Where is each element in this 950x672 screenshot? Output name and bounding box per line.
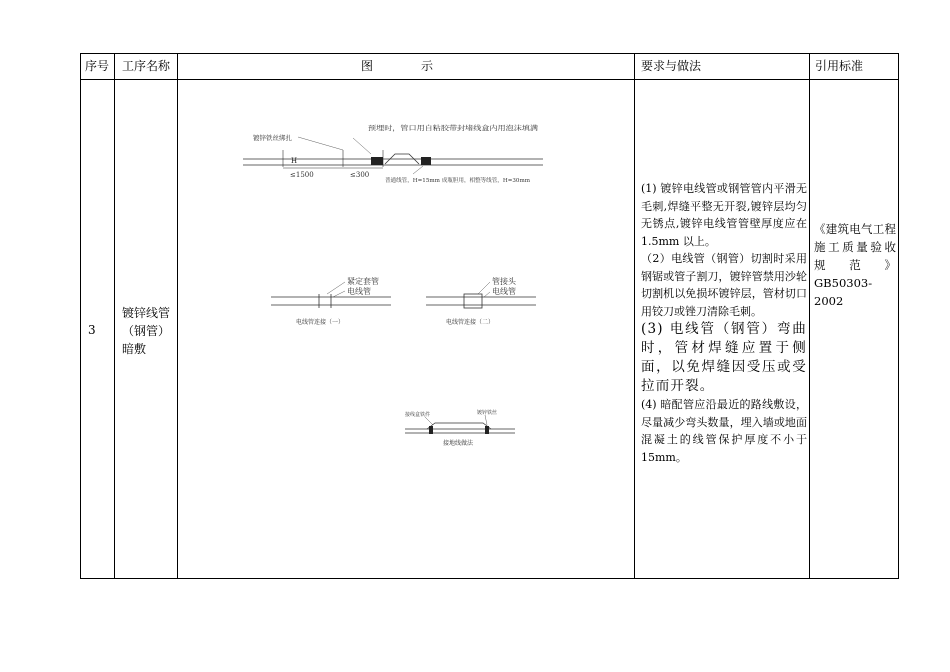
fig3-label1: 管接头 [492,277,516,286]
requirement-item-3: (3) 电线管（钢管）弯曲时，管材焊缝应置于侧面，以免焊缝因受压或受拉而开裂。 [641,321,807,394]
fig2-label2: 电线管 [347,287,371,296]
fig4-label-right: 镀锌铁丝 [477,410,498,416]
figure-embed-pipe [243,124,543,189]
requirement-item-4: (4) 暗配管应沿最近的路线敷设，尽量减少弯头数量，埋入墙或地面混凝土的线管保护厚度不小于 15mm。 [641,398,807,464]
h-mark: H [291,157,298,165]
header-divider [81,79,898,80]
requirements-text [641,180,807,466]
fig3-label2: 电线管 [492,287,516,296]
fig1-label-top: 预埋时，管口用自粘胶带封堵线盒内用泡沫填满 [368,124,505,132]
col-divider [177,54,178,578]
fig1-dim2: ≤300 [350,171,370,179]
header-figure: 图 示 [361,59,434,73]
col-divider [114,54,115,578]
col-divider [809,54,810,578]
col-divider [634,54,635,578]
requirement-item-2: （2）电线管（钢管）切割时采用钢锯或管子割刀，镀锌管禁用沙轮切割机以免损坏镀锌层，管材切口用铰刀或锉刀清除毛刺。 [641,252,807,318]
row-standard: 《建筑电气工程施工质量验收 规范》GB50303-2002 [814,222,919,308]
figure-conduit-connection-2 [426,274,556,329]
header-standard: 引用标准 [815,59,864,73]
figure-grounding-wire [405,409,515,454]
fig2-label1: 紧定套管 [347,277,379,286]
fig2-caption: 电线管连接（一） [296,319,345,326]
fig4-label-left: 接线盒铁件 [405,412,431,418]
requirement-item-1: (1) 镀锌电线管或钢管管内平滑无毛刺,焊缝平整无开裂,镀锌层均匀无锈点,镀锌电线管管壁厚度应在 1.5mm 以上。 [641,182,807,248]
header-process: 工序名称 [122,59,171,73]
header-requirements: 要求与做法 [641,59,702,73]
fig1-label-bottom: 普通线管，H=15mm 成瓶胆用，相整等线管，H=30mm [385,178,529,184]
header-seq: 序号 [85,59,110,73]
fig1-label-left: 镀锌铁丝绑扎 [253,134,292,142]
fig1-dim1: ≤1500 [290,171,314,179]
fig3-caption: 电线管连接（二） [446,319,495,326]
figure-conduit-connection-1 [271,274,401,329]
row-seq: 3 [88,323,96,337]
row-process: 镀锌线管（钢管）暗敷 [122,306,171,356]
construction-table [80,53,919,579]
fig4-caption: 接地线做法 [443,440,474,447]
